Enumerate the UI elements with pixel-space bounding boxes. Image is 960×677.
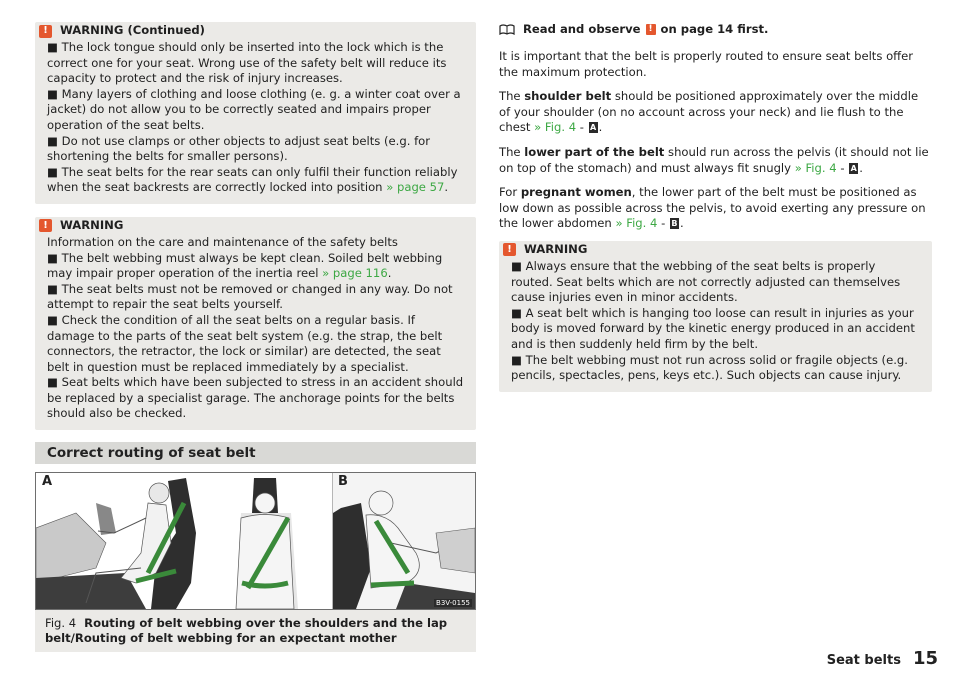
text: should be positioned approximately over the middle of your shoulder (on no account across your neck) and lie flush to the chest: [499, 89, 919, 135]
lap-belt: [371, 583, 414, 585]
warning-header: [35, 217, 476, 235]
paragraph-shoulder-belt: [499, 89, 932, 136]
footer-section: Seat belts: [826, 653, 901, 668]
figure-part-marker: B: [671, 219, 678, 229]
warning-item: ■ Always ensure that the webbing of the seat belts is properly routed. Seat belts which are not correctly adjusted can themselves cause injuries even in minor accidents.: [511, 258, 901, 305]
figure-label-a: A: [42, 474, 53, 490]
read-observe-text: Read and observe: [523, 22, 641, 36]
warning-title: WARNING: [524, 242, 588, 257]
warning-item-text: ■ The belt webbing must always be kept clean. Soiled belt webbing may impair proper operation of the inertia reel: [47, 250, 443, 281]
punct: .: [444, 180, 449, 195]
warning-item: ■ The seat belts must not be removed or changed in any way. Do not attempt to repair the seat belts yourself.: [47, 281, 453, 312]
warning-item: ■ The lock tongue should only be inserted into the lock which is the correct one for your seat. Wrong use of the safety belt will reduce its capacity to protect and the risk of injury increases.: [47, 40, 447, 86]
figure-link[interactable]: » Fig. 4: [534, 120, 577, 135]
text: The: [499, 89, 525, 104]
warning-item: ■ Do not use clamps or other objects to adjust seat belts (e.g. for shortening the belts for smaller persons).: [47, 133, 431, 164]
text: -: [576, 120, 588, 135]
panel-a-front: [236, 478, 298, 609]
warning-item-text: ■ The seat belts for the rear seats can only fulfil their function reliably when the seat backrests are correctly locked into position: [47, 164, 458, 195]
left-column: [35, 22, 476, 652]
warning-body: [499, 259, 932, 384]
text: -: [657, 216, 669, 231]
warning-icon: !: [39, 219, 52, 232]
figure-caption: [35, 610, 476, 652]
warning-body: [35, 235, 476, 422]
paragraph-pregnant: [499, 185, 932, 232]
text: -: [836, 160, 849, 175]
punct: .: [598, 120, 603, 135]
page-link[interactable]: » page 57: [386, 180, 445, 195]
warning-header: [499, 241, 932, 259]
figure-illustration: [36, 473, 475, 609]
page-number: 15: [912, 648, 938, 669]
warning-header: [35, 22, 476, 40]
read-observe-note: [499, 22, 932, 36]
warning-item: ■ Seat belts which have been subjected to stress in an accident should be replaced by a specialist garage. The anchorage points for the belts should also be checked.: [47, 375, 464, 421]
book-icon: [499, 24, 515, 35]
warning-title: WARNING: [60, 218, 124, 233]
figure-number: Fig. 4: [45, 616, 77, 631]
right-column: [499, 22, 932, 392]
paragraph-lap-belt: [499, 145, 932, 176]
bold-term: shoulder belt: [524, 89, 612, 104]
warning-icon: !: [646, 24, 656, 35]
bold-term: lower part of the belt: [524, 144, 665, 159]
bold-term: pregnant women: [520, 185, 632, 200]
figure-tag: B3V-0155: [436, 599, 470, 608]
warning-item: ■ A seat belt which is hanging too loose can result in injuries as your body is moved forward by the kinetic energy produced in an accident and is then suddenly held firm by the belt.: [511, 305, 915, 351]
warning-box-continued: [35, 22, 476, 204]
read-observe-page: on page 14 first.: [660, 22, 769, 36]
page-link[interactable]: » page 116: [322, 266, 388, 281]
warning-box-routing: [499, 241, 932, 392]
warning-item: [47, 165, 464, 196]
text: should run across the pelvis (it should not lie on top of the stomach) and must always fit snugly: [499, 144, 929, 175]
warning-item: ■ Check the condition of all the seat belts on a regular basis. If damage to the parts of the seat belt system (e.g. the strap, the belt connectors, the retractor, the lock or similar) are detected, the seat belt in question must be replaced immediately by a specialist.: [47, 312, 443, 374]
punct: .: [859, 160, 863, 175]
text: For: [499, 185, 521, 200]
section-heading: Correct routing of seat belt: [35, 442, 476, 464]
warning-title: WARNING (Continued): [60, 23, 205, 38]
warning-item: [47, 251, 464, 282]
figure-part-marker: A: [590, 123, 597, 133]
punct: .: [679, 216, 684, 231]
panel-a: [36, 478, 196, 609]
text: The: [499, 144, 525, 159]
warning-item: ■ Many layers of clothing and loose clothing (e. g. a winter coat over a jacket) do not allow you to be correctly seated and impairs proper operation of the seat belts.: [47, 86, 461, 132]
warning-item: ■ The belt webbing must not run across solid or fragile objects (e.g. pencils, spectacles, pens, keys etc.). Such objects can cause injury.: [511, 352, 908, 383]
figure-4: [35, 472, 476, 610]
page-footer: [827, 648, 938, 669]
warning-body: [35, 40, 476, 196]
figure-link[interactable]: » Fig. 4: [615, 216, 658, 231]
punct: .: [387, 266, 392, 281]
figure-part-marker: A: [850, 163, 857, 173]
text: , the lower part of the belt must be positioned as low down as possible across the pelvis, to avoid exerting any pressure on the lower abdomen: [499, 185, 926, 231]
figure-caption-text: Routing of belt webbing over the shoulders and the lap belt/Routing of belt webbing for an expectant mother: [45, 616, 448, 646]
warning-intro: Information on the care and maintenance of the safety belts: [47, 234, 398, 249]
figure-link[interactable]: » Fig. 4: [794, 160, 837, 175]
warning-icon: !: [503, 243, 516, 256]
paragraph: It is important that the belt is properly routed to ensure seat belts offer the maximum protection.: [499, 49, 914, 79]
warning-icon: !: [39, 25, 52, 38]
figure-label-b: B: [338, 474, 348, 490]
panel-b: [333, 473, 475, 609]
warning-box-care: [35, 217, 476, 430]
